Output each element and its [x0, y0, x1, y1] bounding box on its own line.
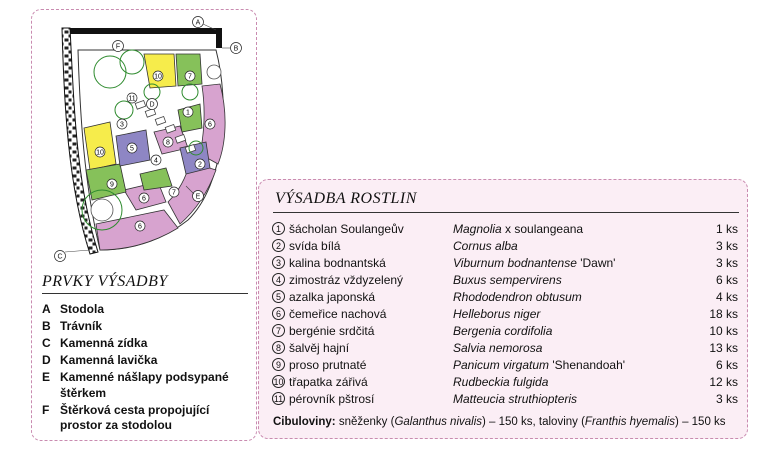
- element-key: B: [42, 319, 51, 333]
- plant-latin-name: Buxus sempervirens: [453, 272, 562, 287]
- marker-e: E: [195, 193, 201, 201]
- element-key: A: [42, 302, 51, 316]
- plan-number-10a: 10: [154, 73, 162, 81]
- plant-quantity: 13 ks: [709, 340, 738, 355]
- planting-title: VÝSADBA ROSTLIN: [275, 190, 417, 207]
- plant-number: 5: [272, 290, 285, 303]
- plant-latin-name: Cornus alba: [453, 238, 518, 253]
- plant-quantity: 3 ks: [715, 255, 738, 270]
- plant-number: 7: [272, 324, 285, 337]
- bed-purple-right: [180, 142, 210, 174]
- plants-list: [272, 220, 738, 407]
- plant-row: [272, 288, 738, 305]
- elements-list: [42, 302, 254, 435]
- element-text: Štěrková cesta propojující prostor za stodolou: [60, 402, 210, 432]
- element-key: D: [42, 353, 51, 367]
- plant-number: 11: [273, 393, 284, 404]
- marker-a: A: [195, 19, 201, 27]
- bed-yellow-top: [144, 54, 176, 88]
- plan-number-6c: 6: [208, 121, 212, 129]
- plant-latin-name: Panicum virgatum 'Shenandoah': [453, 357, 626, 372]
- plan-number-8: 8: [166, 139, 170, 147]
- plant-number: 1: [272, 222, 285, 235]
- plant-row: [272, 220, 738, 237]
- plant-quantity: 3 ks: [715, 391, 738, 406]
- plant-number: 3: [272, 256, 285, 269]
- plant-number: 10: [273, 376, 284, 387]
- plant-quantity: 18 ks: [709, 306, 738, 321]
- marker-f: F: [115, 43, 121, 51]
- marker-c: C: [57, 253, 63, 261]
- plant-row: [272, 356, 738, 373]
- plant-row: [272, 271, 738, 288]
- plan-number-4: 4: [154, 157, 158, 165]
- plant-row: [272, 373, 738, 390]
- plant-czech-name: svída bílá: [289, 238, 341, 253]
- garden-plan: [40, 14, 250, 262]
- elements-title: PRVKY VÝSADBY: [42, 273, 168, 290]
- plan-number-9: 9: [110, 181, 114, 189]
- plant-quantity: 3 ks: [715, 238, 738, 253]
- plant-czech-name: šácholan Soulangeův: [289, 221, 404, 236]
- barn-wall-end: [216, 28, 222, 48]
- plant-quantity: 4 ks: [715, 289, 738, 304]
- plant-quantity: 12 ks: [709, 374, 738, 389]
- plant-czech-name: bergénie srdčitá: [289, 323, 375, 338]
- plant-latin-name: Bergenia cordifolia: [453, 323, 553, 338]
- element-item: [42, 336, 254, 352]
- plant-quantity: 6 ks: [715, 357, 738, 372]
- plant-latin-name: Matteucia struthiopteris: [453, 391, 578, 406]
- plan-number-2: 2: [198, 161, 202, 169]
- plant-czech-name: třapatka zářivá: [289, 374, 368, 389]
- plant-row: [272, 237, 738, 254]
- element-text: Kamenné nášlapy podsypané štěrkem: [60, 370, 229, 400]
- plant-czech-name: proso prutnaté: [289, 357, 367, 372]
- plan-number-10b: 10: [96, 149, 104, 157]
- plant-latin-name: Helleborus niger: [453, 306, 541, 321]
- plant-number: 2: [272, 239, 285, 252]
- plan-number-3: 3: [120, 121, 124, 129]
- plan-number-5: 5: [130, 145, 134, 153]
- plant-czech-name: šalvěj hajní: [289, 340, 350, 355]
- plant-number: 6: [272, 307, 285, 320]
- element-key: F: [42, 402, 50, 417]
- element-text: Trávník: [60, 319, 103, 333]
- planting-divider: [273, 212, 739, 213]
- plant-czech-name: kalina bodnantská: [289, 255, 386, 270]
- elements-divider: [42, 293, 248, 294]
- plant-latin-name: Viburnum bodnantense 'Dawn': [453, 255, 616, 270]
- plan-number-6a: 6: [142, 195, 146, 203]
- plant-latin-name: Rudbeckia fulgida: [453, 374, 549, 389]
- plant-latin-name: Salvia nemorosa: [453, 340, 543, 355]
- bed-yellow-left: [84, 122, 116, 170]
- plant-number: 9: [272, 358, 285, 371]
- element-item: [42, 353, 254, 369]
- plant-quantity: 1 ks: [715, 221, 738, 236]
- plant-czech-name: čemeřice nachová: [289, 306, 387, 321]
- plant-row: [272, 322, 738, 339]
- element-text: Stodola: [60, 302, 104, 316]
- element-item: [42, 302, 254, 318]
- plant-row: [272, 254, 738, 271]
- marker-b: B: [233, 45, 239, 53]
- plan-number-7b: 7: [172, 189, 176, 197]
- plant-czech-name: zimostráz vždyzelený: [289, 272, 404, 287]
- plan-number-11: 11: [128, 95, 136, 103]
- element-item: [42, 403, 254, 434]
- plant-czech-name: azalka japonská: [289, 289, 376, 304]
- bulbs-note: Cibuloviny: sněženky (Galanthus nivalis) – 150 ks, taloviny (Franthis hyemalis) – 150 ks: [273, 416, 726, 428]
- plan-number-6b: 6: [138, 223, 142, 231]
- plant-row: [272, 305, 738, 322]
- plan-number-7a: 7: [188, 73, 192, 81]
- element-text: Kamenná lavička: [60, 353, 158, 367]
- plant-quantity: 10 ks: [709, 323, 738, 338]
- bulbs-label: Cibuloviny:: [273, 416, 336, 428]
- plant-number: 8: [272, 341, 285, 354]
- element-key: E: [42, 370, 51, 384]
- plant-quantity: 6 ks: [715, 272, 738, 287]
- element-item: [42, 319, 254, 335]
- barn-wall: [62, 28, 222, 34]
- plan-number-1: 1: [186, 109, 190, 117]
- plant-number: 4: [272, 273, 285, 286]
- element-item: [42, 370, 254, 401]
- plant-latin-name: Magnolia x soulangeana: [453, 221, 584, 236]
- plant-row: [272, 339, 738, 356]
- element-key: C: [42, 336, 51, 350]
- marker-d: D: [149, 101, 155, 109]
- plant-czech-name: pérovník pštrosí: [289, 391, 375, 406]
- plant-row: [272, 390, 738, 407]
- plant-latin-name: Rhododendron obtusum: [453, 289, 582, 304]
- element-text: Kamenná zídka: [60, 336, 148, 350]
